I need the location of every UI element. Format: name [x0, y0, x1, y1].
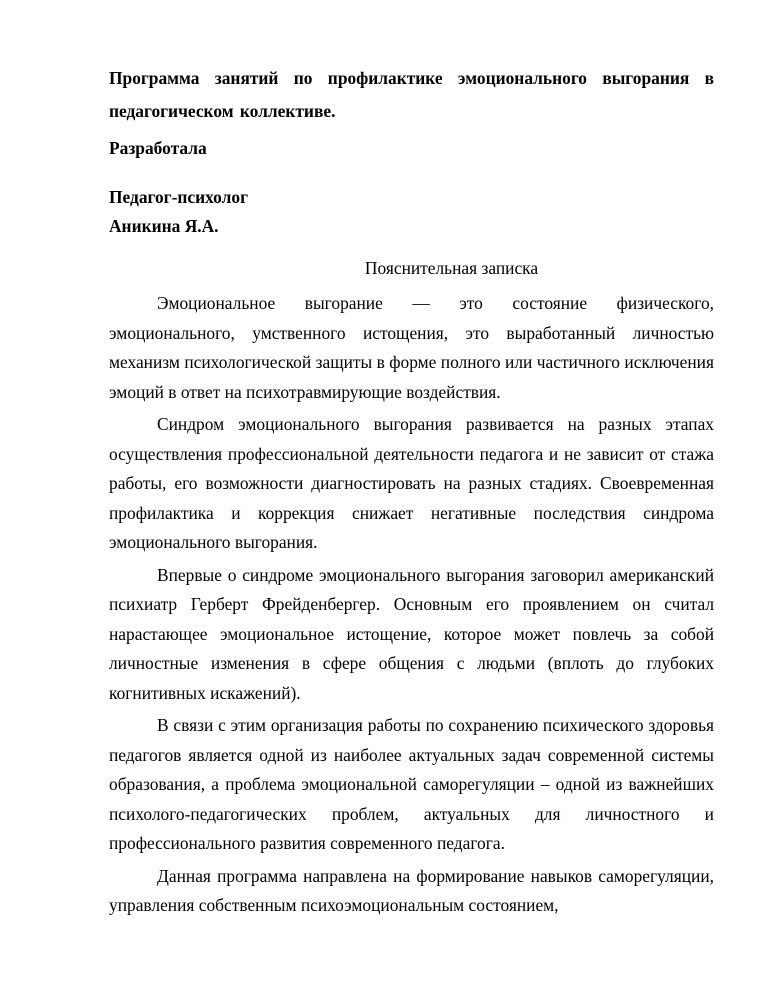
document-title: Программа занятий по профилактике эмоционального выгорания в педагогическом коллективе. — [109, 68, 714, 121]
author-name: Аникина Я.А. — [109, 216, 219, 236]
body-text — [109, 289, 714, 924]
paragraph: В связи с этим организация работы по сохранению психического здоровья педагогов является одной из наиболее актуальных задач современной системы образования, а проблема эмоциональной саморегуляции – одной из важнейших психолого-педагогических проблем, актуальных для личностного и профессионального развития современного педагога. — [109, 715, 714, 853]
paragraph: Эмоциональное выгорание — это состояние физического, эмоционального, умственного истощения, это выработанный личностью механизм психологической защиты в форме полного или частичного исключения эмоций в ответ на психотравмирующие воздействия. — [109, 293, 714, 402]
author-role: Педагог-психолог — [109, 187, 248, 207]
author-label: Разработала — [109, 138, 207, 158]
paragraph: Синдром эмоционального выгорания развивается на разных этапах осуществления профессиональной деятельности педагога и не зависит от стажа работы, его возможности диагностировать на разных стадиях. Своевременная профилактика и коррекция снижает негативные последствия синдрома эмоционального выгорания. — [109, 414, 714, 552]
paragraph: Данная программа направлена на формирование навыков саморегуляции, управления собственным психоэмоциональным состоянием, — [109, 865, 714, 915]
section-heading: Пояснительная записка — [364, 258, 539, 278]
paragraph: Впервые о синдроме эмоционального выгорания заговорил американский психиатр Герберт Фрейденбергер. Основным его проявлением он считал нарастающее эмоциональное истощение, которое может повлечь за собой личностные изменения в сфере общения с людьми (вплоть до глубоких когнитивных искажений). — [109, 564, 714, 703]
